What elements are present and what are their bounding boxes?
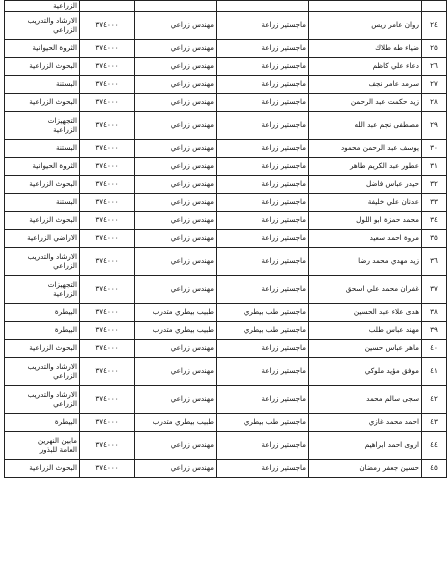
department-line: البحوث الزراعية <box>29 215 77 225</box>
cell-number: ٣٨ <box>422 304 447 322</box>
table-row <box>5 176 447 194</box>
department-line: البحوث الزراعية <box>29 463 77 473</box>
cell-salary: ٣٧٤٠٠٠ <box>80 304 135 322</box>
cell-job-title: مهندس زراعي <box>135 358 217 386</box>
cell-salary: ٣٧٤٠٠٠ <box>80 212 135 230</box>
department-line: البحوث الزراعية <box>29 97 77 107</box>
cell-salary <box>80 1 135 12</box>
table-row <box>5 248 447 276</box>
cell-number: ٣٦ <box>422 248 447 276</box>
cell-department: الزراعية <box>5 1 80 12</box>
department-line: الارشاد والتدريب <box>27 390 77 400</box>
cell-name: سجى سالم محمد <box>309 386 422 414</box>
table-row-continuation <box>5 1 447 12</box>
cell-job-title: مهندس زراعي <box>135 58 217 76</box>
cell-job-title: طبيب بيطري متدرب <box>135 414 217 432</box>
cell-department <box>5 322 80 340</box>
cell-salary: ٣٧٤٠٠٠ <box>80 158 135 176</box>
cell-salary: ٣٧٤٠٠٠ <box>80 58 135 76</box>
table-row <box>5 460 447 478</box>
employee-table-body <box>5 1 447 478</box>
cell-qualification: ماجستير زراعة <box>217 432 309 460</box>
table-row <box>5 432 447 460</box>
table-row <box>5 12 447 40</box>
cell-qualification: ماجستير زراعة <box>217 12 309 40</box>
cell-name: مصطفى نجم عبد الله <box>309 112 422 140</box>
cell-qualification: ماجستير زراعة <box>217 460 309 478</box>
table-row <box>5 158 447 176</box>
department-line: البستنة <box>56 79 77 89</box>
cell-job-title: مهندس زراعي <box>135 140 217 158</box>
cell-salary: ٣٧٤٠٠٠ <box>80 460 135 478</box>
cell-job-title: مهندس زراعي <box>135 12 217 40</box>
cell-name: محمد حمزة ابو اللول <box>309 212 422 230</box>
cell-number: ٣١ <box>422 158 447 176</box>
cell-name: روان عامر ريس <box>309 12 422 40</box>
cell-department <box>5 194 80 212</box>
cell-qualification: ماجستير زراعة <box>217 248 309 276</box>
employee-table <box>4 0 447 478</box>
cell-department <box>5 40 80 58</box>
cell-qualification: ماجستير زراعة <box>217 194 309 212</box>
cell-department <box>5 212 80 230</box>
cell-name: زيد حكمت عبد الرحمن <box>309 94 422 112</box>
cell-qualification: ماجستير زراعة <box>217 230 309 248</box>
department-line: البيطرة <box>54 325 77 335</box>
cell-number <box>422 1 447 12</box>
table-row <box>5 140 447 158</box>
cell-job-title: مهندس زراعي <box>135 40 217 58</box>
cell-department <box>5 386 80 414</box>
department-line: الارشاد والتدريب <box>27 362 77 372</box>
cell-department <box>5 58 80 76</box>
department-line: البحوث الزراعية <box>29 61 77 71</box>
department-line: الزراعية <box>53 124 77 134</box>
table-row <box>5 322 447 340</box>
department-line: الثروة الحيوانية <box>32 161 77 171</box>
cell-name: عطور عبد الكريم طاهر <box>309 158 422 176</box>
department-line: الزراعي <box>53 398 77 408</box>
cell-department <box>5 112 80 140</box>
cell-qualification: ماجستير زراعة <box>217 276 309 304</box>
department-line: الاراضي الزراعية <box>27 233 77 243</box>
cell-number: ٣٧ <box>422 276 447 304</box>
department-line: مابين النهرين <box>37 436 77 446</box>
table-row <box>5 94 447 112</box>
table-row <box>5 414 447 432</box>
cell-qualification: ماجستير زراعة <box>217 94 309 112</box>
cell-job-title: مهندس زراعي <box>135 340 217 358</box>
cell-job-title: مهندس زراعي <box>135 432 217 460</box>
cell-name: غفران محمد علي اسحق <box>309 276 422 304</box>
cell-salary: ٣٧٤٠٠٠ <box>80 94 135 112</box>
cell-job-title: مهندس زراعي <box>135 94 217 112</box>
cell-salary: ٣٧٤٠٠٠ <box>80 76 135 94</box>
cell-name: موفق مؤيد ملوكي <box>309 358 422 386</box>
cell-department <box>5 340 80 358</box>
cell-number: ٢٤ <box>422 12 447 40</box>
cell-job-title: طبيب بيطري متدرب <box>135 322 217 340</box>
cell-salary: ٣٧٤٠٠٠ <box>80 248 135 276</box>
cell-qualification: ماجستير طب بيطري <box>217 322 309 340</box>
cell-salary: ٣٧٤٠٠٠ <box>80 358 135 386</box>
table-row <box>5 386 447 414</box>
cell-number: ٢٦ <box>422 58 447 76</box>
cell-department <box>5 358 80 386</box>
cell-salary: ٣٧٤٠٠٠ <box>80 432 135 460</box>
cell-name: عدنان علي خليفة <box>309 194 422 212</box>
cell-name: هدى علاء عبد الحسين <box>309 304 422 322</box>
department-line: البحوث الزراعية <box>29 179 77 189</box>
cell-department <box>5 248 80 276</box>
department-line: البحوث الزراعية <box>29 343 77 353</box>
cell-number: ٤٤ <box>422 432 447 460</box>
cell-number: ٤٣ <box>422 414 447 432</box>
department-line: الزراعي <box>53 260 77 270</box>
table-row <box>5 304 447 322</box>
cell-salary: ٣٧٤٠٠٠ <box>80 230 135 248</box>
cell-qualification: ماجستير زراعة <box>217 158 309 176</box>
table-row <box>5 340 447 358</box>
cell-department <box>5 94 80 112</box>
department-line: الارشاد والتدريب <box>27 16 77 26</box>
cell-qualification: ماجستير طب بيطري <box>217 304 309 322</box>
cell-job-title: مهندس زراعي <box>135 76 217 94</box>
cell-salary: ٣٧٤٠٠٠ <box>80 386 135 414</box>
cell-department <box>5 230 80 248</box>
cell-name: ماهر عباس حسين <box>309 340 422 358</box>
department-line: التجهيزات <box>47 280 77 290</box>
cell-name: دعاء علي كاظم <box>309 58 422 76</box>
cell-job-title <box>135 1 217 12</box>
cell-department <box>5 460 80 478</box>
cell-department <box>5 76 80 94</box>
cell-number: ٣٠ <box>422 140 447 158</box>
cell-qualification: ماجستير زراعة <box>217 176 309 194</box>
table-row <box>5 194 447 212</box>
cell-name: مهند عباس طلب <box>309 322 422 340</box>
cell-department <box>5 414 80 432</box>
cell-number: ٣٤ <box>422 212 447 230</box>
cell-salary: ٣٧٤٠٠٠ <box>80 322 135 340</box>
cell-qualification <box>217 1 309 12</box>
cell-salary: ٣٧٤٠٠٠ <box>80 414 135 432</box>
cell-name <box>309 1 422 12</box>
cell-number: ٤٠ <box>422 340 447 358</box>
cell-name: احمد محمد غازي <box>309 414 422 432</box>
cell-number: ٣٣ <box>422 194 447 212</box>
cell-job-title: طبيب بيطري متدرب <box>135 304 217 322</box>
cell-number: ٢٩ <box>422 112 447 140</box>
cell-number: ٣٥ <box>422 230 447 248</box>
cell-name: حسين جعفر رمضان <box>309 460 422 478</box>
cell-qualification: ماجستير زراعة <box>217 112 309 140</box>
cell-number: ٤١ <box>422 358 447 386</box>
table-row <box>5 230 447 248</box>
cell-number: ٤٥ <box>422 460 447 478</box>
department-line: البستنة <box>56 143 77 153</box>
cell-salary: ٣٧٤٠٠٠ <box>80 340 135 358</box>
cell-salary: ٣٧٤٠٠٠ <box>80 140 135 158</box>
cell-number: ٣٢ <box>422 176 447 194</box>
cell-job-title: مهندس زراعي <box>135 460 217 478</box>
cell-name: مروة احمد سعيد <box>309 230 422 248</box>
cell-number: ٢٥ <box>422 40 447 58</box>
cell-name: زيد مهدي محمد رضا <box>309 248 422 276</box>
department-line: الزراعية <box>53 288 77 298</box>
cell-salary: ٣٧٤٠٠٠ <box>80 176 135 194</box>
department-line: البيطرة <box>54 307 77 317</box>
table-row <box>5 112 447 140</box>
table-row <box>5 40 447 58</box>
cell-qualification: ماجستير زراعة <box>217 340 309 358</box>
cell-job-title: مهندس زراعي <box>135 112 217 140</box>
cell-salary: ٣٧٤٠٠٠ <box>80 276 135 304</box>
cell-salary: ٣٧٤٠٠٠ <box>80 12 135 40</box>
cell-number: ٢٨ <box>422 94 447 112</box>
cell-number: ٤٢ <box>422 386 447 414</box>
cell-name: حيدر عباس فاضل <box>309 176 422 194</box>
cell-job-title: مهندس زراعي <box>135 158 217 176</box>
table-row <box>5 212 447 230</box>
cell-department <box>5 432 80 460</box>
cell-job-title: مهندس زراعي <box>135 386 217 414</box>
table-row <box>5 76 447 94</box>
cell-department <box>5 176 80 194</box>
cell-department <box>5 140 80 158</box>
cell-job-title: مهندس زراعي <box>135 276 217 304</box>
cell-qualification: ماجستير زراعة <box>217 58 309 76</box>
cell-name: اروى احمد ابراهيم <box>309 432 422 460</box>
cell-salary: ٣٧٤٠٠٠ <box>80 194 135 212</box>
table-row <box>5 276 447 304</box>
department-line: البستنة <box>56 197 77 207</box>
cell-qualification: ماجستير زراعة <box>217 40 309 58</box>
cell-department <box>5 158 80 176</box>
cell-job-title: مهندس زراعي <box>135 176 217 194</box>
department-line: الزراعي <box>53 370 77 380</box>
cell-department <box>5 276 80 304</box>
department-line: الثروة الحيوانية <box>32 43 77 53</box>
cell-qualification: ماجستير زراعة <box>217 76 309 94</box>
cell-department <box>5 12 80 40</box>
table-row <box>5 58 447 76</box>
cell-name: يوسف عبد الرحمن محمود <box>309 140 422 158</box>
cell-job-title: مهندس زراعي <box>135 212 217 230</box>
cell-qualification: ماجستير زراعة <box>217 358 309 386</box>
cell-name: ضياء طه طلاك <box>309 40 422 58</box>
cell-number: ٣٩ <box>422 322 447 340</box>
cell-job-title: مهندس زراعي <box>135 248 217 276</box>
cell-salary: ٣٧٤٠٠٠ <box>80 40 135 58</box>
department-line: البيطرة <box>54 417 77 427</box>
cell-number: ٢٧ <box>422 76 447 94</box>
department-line: الارشاد والتدريب <box>27 252 77 262</box>
cell-department <box>5 304 80 322</box>
cell-job-title: مهندس زراعي <box>135 194 217 212</box>
department-line: الزراعي <box>53 24 77 34</box>
cell-qualification: ماجستير زراعة <box>217 212 309 230</box>
cell-qualification: ماجستير زراعة <box>217 386 309 414</box>
cell-job-title: مهندس زراعي <box>135 230 217 248</box>
cell-name: سرمد عامر نجف <box>309 76 422 94</box>
cell-qualification: ماجستير زراعة <box>217 140 309 158</box>
department-line: التجهيزات <box>47 116 77 126</box>
cell-salary: ٣٧٤٠٠٠ <box>80 112 135 140</box>
table-row <box>5 358 447 386</box>
cell-qualification: ماجستير طب بيطري <box>217 414 309 432</box>
department-line: العامة للبذور <box>39 444 77 454</box>
